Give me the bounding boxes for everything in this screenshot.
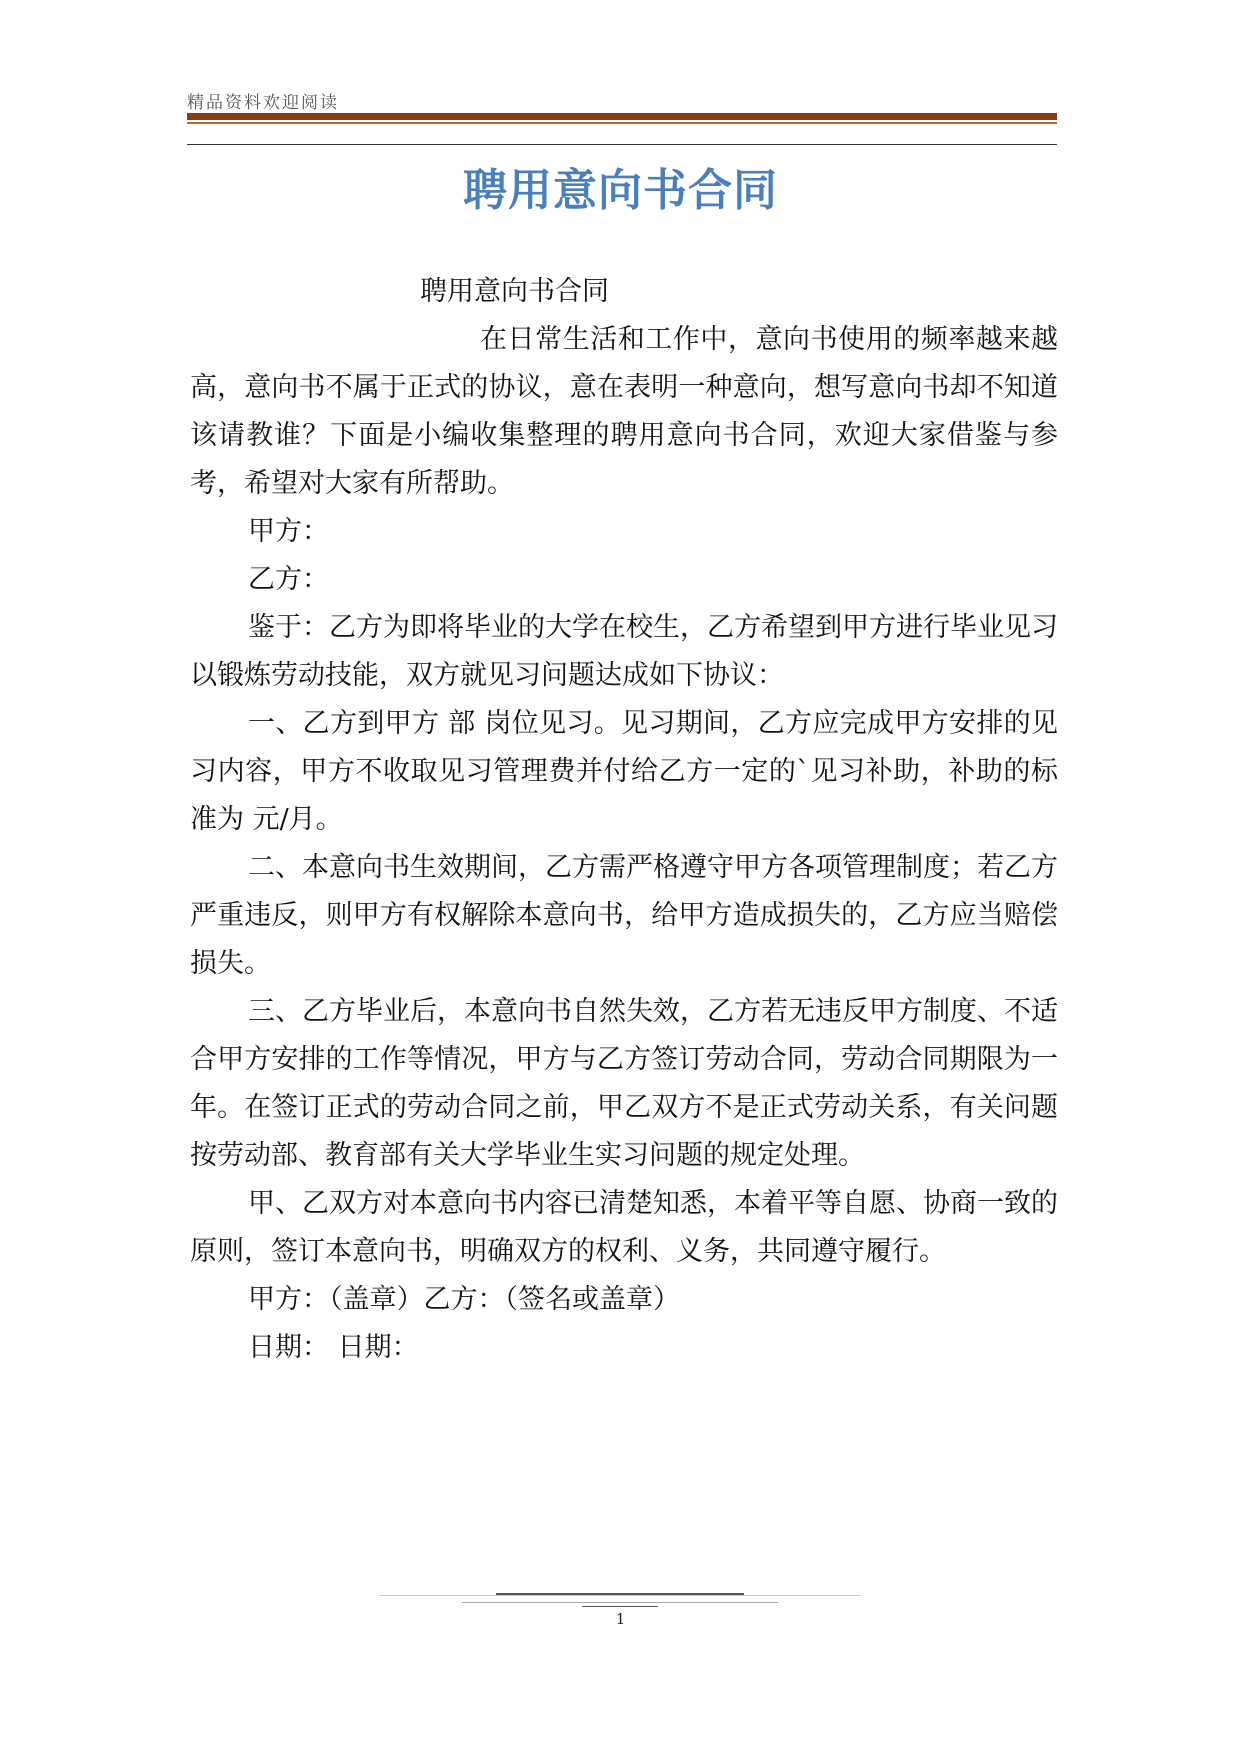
party-b-line: 乙方：: [248, 564, 329, 595]
date-line: 日期： 日期：: [248, 1332, 419, 1363]
header-rule-thin: [187, 144, 1057, 145]
page-header: 精品资料欢迎阅读: [187, 93, 339, 113]
footer-rule-outer: [380, 1595, 860, 1596]
header-rule-thick: [187, 113, 1057, 120]
clause-two: 二、本意向书生效期间，乙方需严格遵守甲方各项管理制度；若乙方严重违反，则甲方有权解除本意向书，给甲方造成损失的，乙方应当赔偿损失。: [190, 852, 1058, 979]
party-a-line: 甲方：: [248, 516, 329, 547]
clause-one: 一、乙方到甲方 部 岗位见习。见习期间，乙方应完成甲方安排的见习内容，甲方不收取见习管理费并付给乙方一定的`见习补助，补助的标准为 元/月。: [190, 708, 1058, 835]
intro-paragraph: 在日常生活和工作中，意向书使用的频率越来越高，意向书不属于正式的协议，意在表明一种意向，想写意向书却不知道该请教谁？下面是小编收集整理的聘用意向书合同，欢迎大家借鉴与参考，希望对大家有所帮助。: [190, 324, 1058, 499]
document-body: [190, 268, 1058, 1372]
signature-line: 甲方：（盖章）乙方：（签名或盖章）: [248, 1284, 680, 1315]
footer-rule-short: [582, 1606, 658, 1607]
document-subtitle: 聘用意向书合同: [420, 276, 609, 307]
agreement-paragraph: 甲、乙双方对本意向书内容已清楚知悉，本着平等自愿、协商一致的原则，签订本意向书，明确双方的权利、义务，共同遵守履行。: [190, 1188, 1058, 1267]
header-rule-accent: [187, 122, 1057, 124]
footer-rule-lower: [462, 1602, 778, 1603]
clause-three: 三、乙方毕业后，本意向书自然失效，乙方若无违反甲方制度、不适合甲方安排的工作等情况，甲方与乙方签订劳动合同，劳动合同期限为一年。在签订正式的劳动合同之前，甲乙双方不是正式劳动关系，有关问题按劳动部、教育部有关大学毕业生实习问题的规定处理。: [190, 996, 1058, 1171]
footer-rule-inner: [496, 1593, 744, 1595]
page-number: 1: [615, 1610, 626, 1628]
whereas-paragraph: 鉴于：乙方为即将毕业的大学在校生，乙方希望到甲方进行毕业见习以锻炼劳动技能，双方就见习问题达成如下协议：: [190, 612, 1058, 691]
document-title: 聘用意向书合同: [463, 165, 778, 216]
